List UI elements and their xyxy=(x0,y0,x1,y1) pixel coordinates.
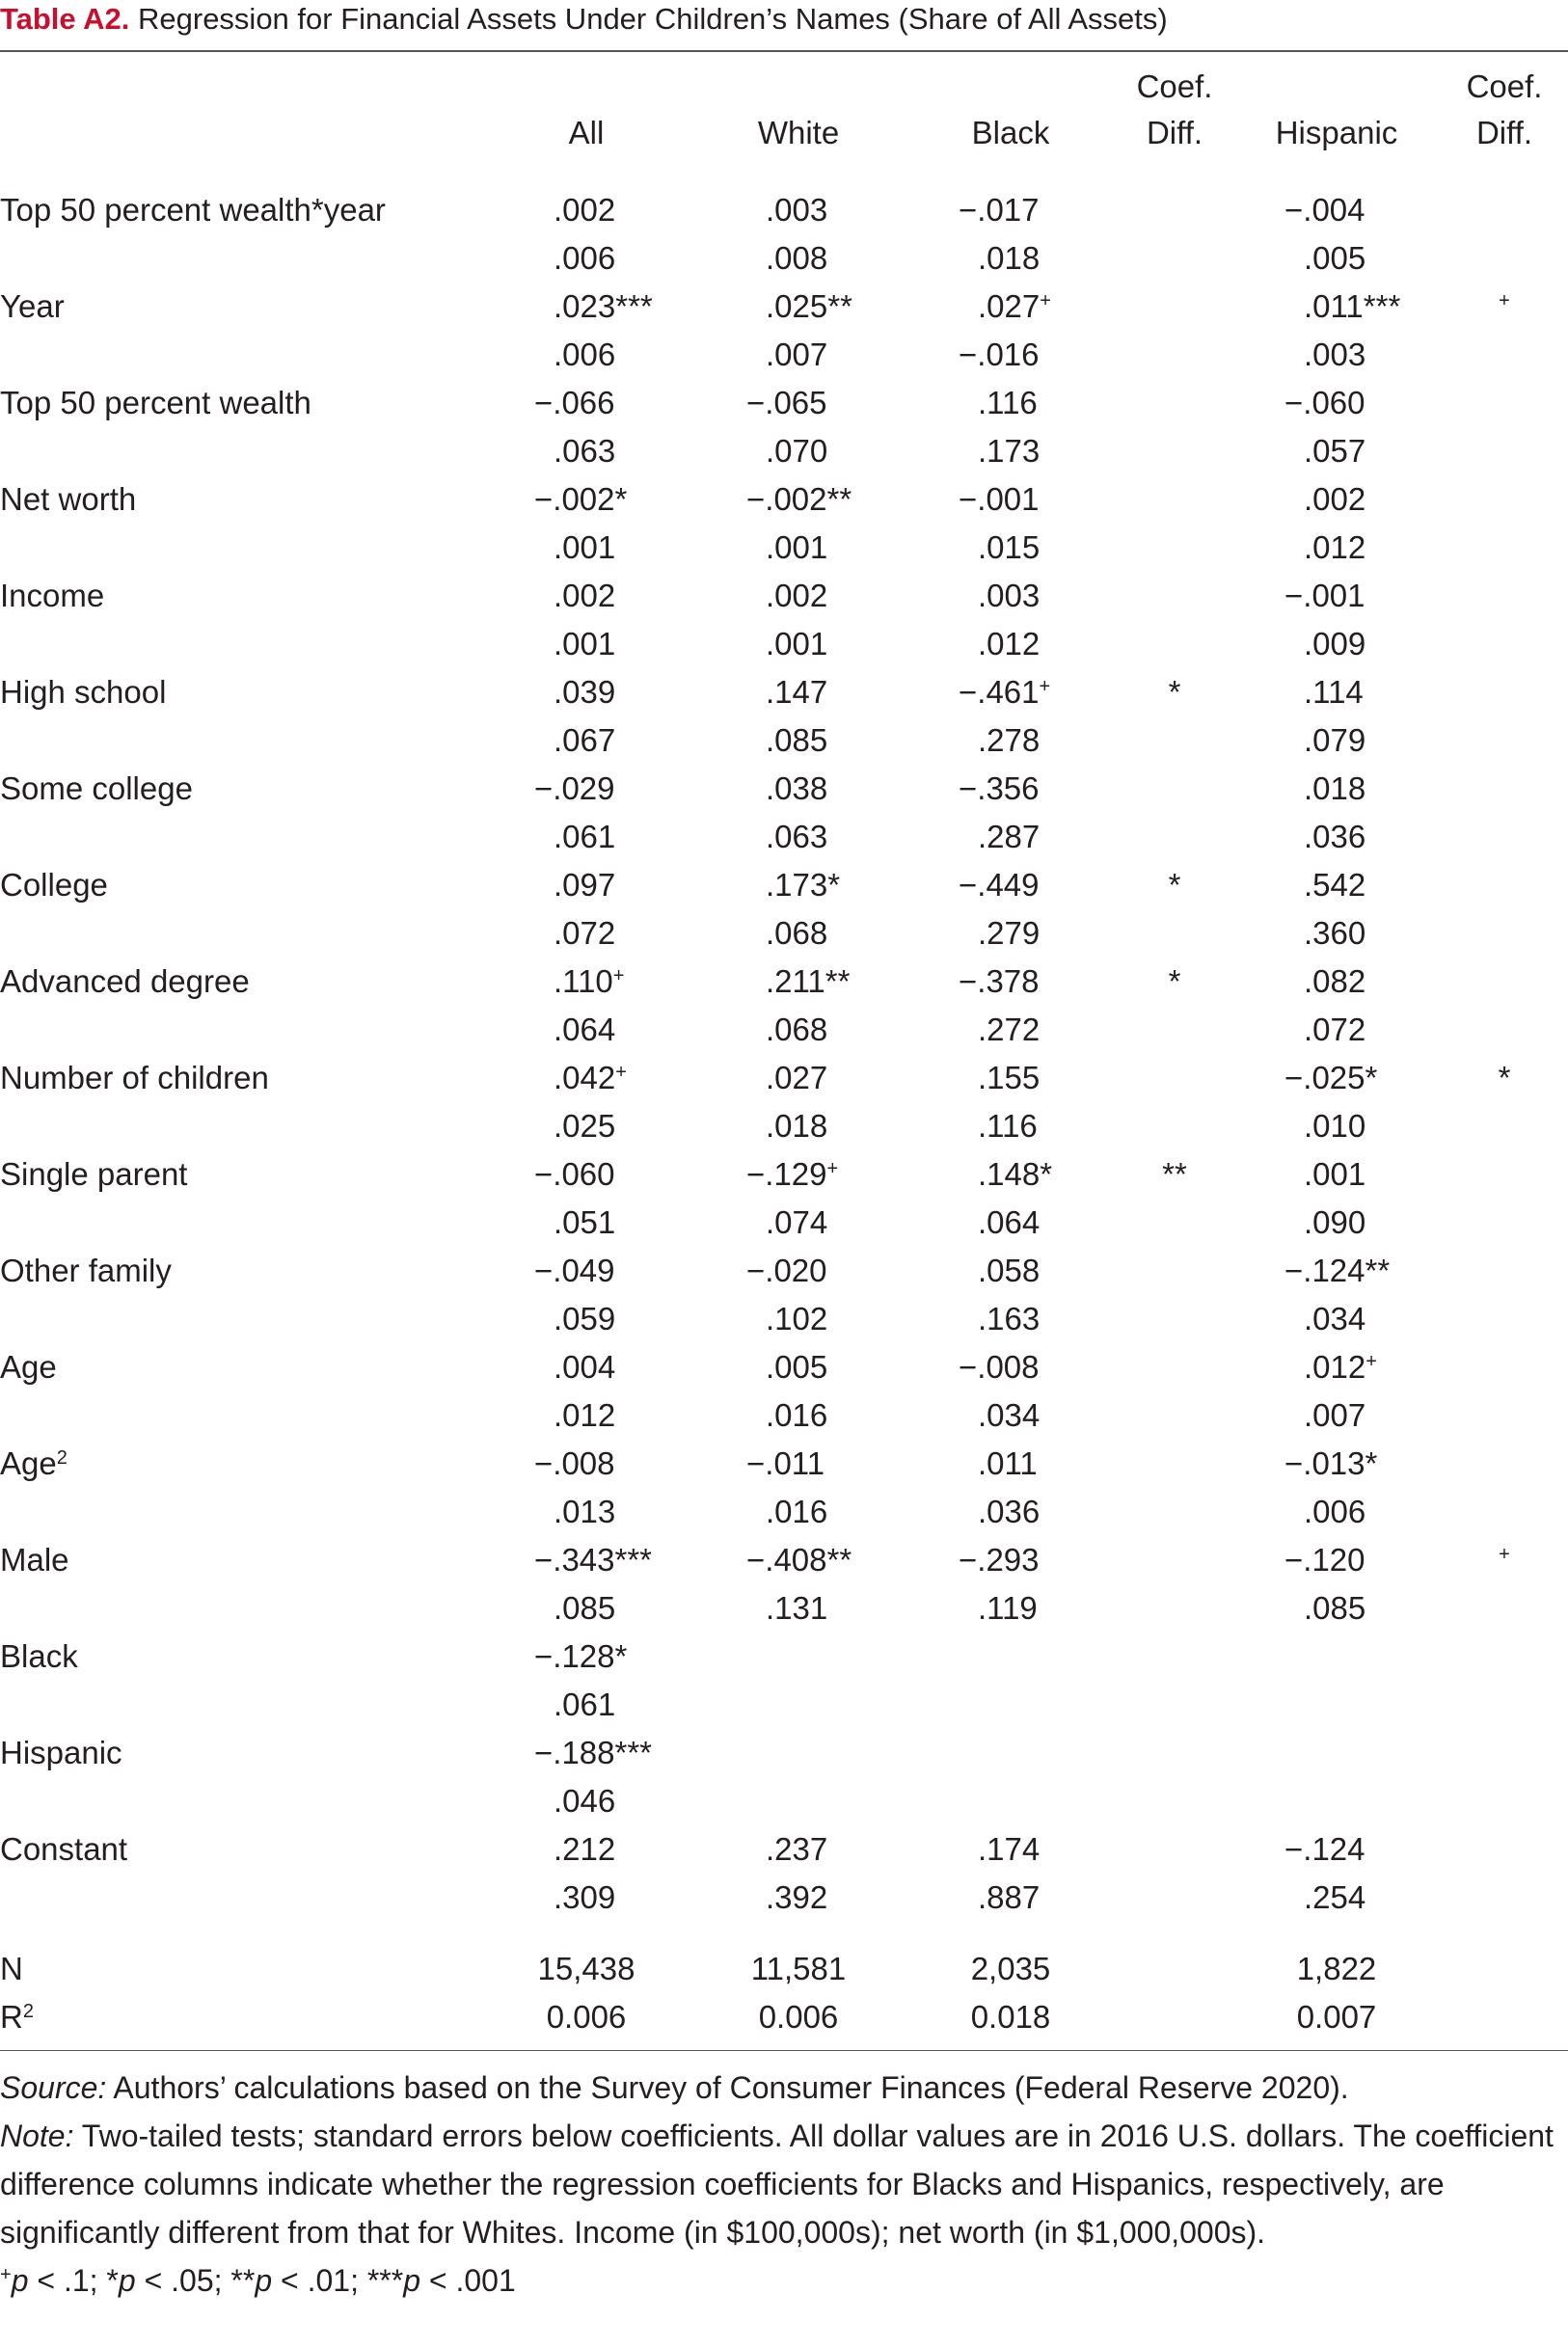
cell-hispanic: .007 xyxy=(1304,1397,1366,1433)
bottom-rule xyxy=(0,2050,1568,2051)
std-error-row xyxy=(0,1874,1568,1922)
cell-black: .174 xyxy=(978,1831,1041,1867)
cell-black: .272 xyxy=(978,1012,1041,1047)
cell-all: .042+ xyxy=(554,1060,627,1095)
cell-diff_h xyxy=(1446,283,1562,331)
cell-all: .039 xyxy=(554,674,616,710)
cell-hispanic: .254 xyxy=(1304,1879,1366,1915)
coefficient-row xyxy=(0,1343,1568,1391)
row-label: Income xyxy=(0,578,105,613)
cell-all: .072 xyxy=(554,915,616,951)
cell-all: −.343*** xyxy=(534,1542,653,1578)
cell-white: .063 xyxy=(766,819,828,854)
cell-white: .131 xyxy=(766,1590,828,1626)
cell-hispanic: .012+ xyxy=(1304,1349,1377,1385)
cell-white: .074 xyxy=(766,1204,828,1240)
cell-all: −.066 xyxy=(534,385,615,420)
cell-hispanic: −.124 xyxy=(1284,1831,1365,1867)
cell-all: .002 xyxy=(554,578,616,613)
cell-black: .116 xyxy=(978,385,1038,420)
cell-hispanic: −.001 xyxy=(1284,578,1365,613)
row-label: Year xyxy=(0,288,65,324)
cell-black: .173 xyxy=(978,433,1041,469)
row-label: Top 50 percent wealth*year xyxy=(0,192,386,228)
plus-marker: + xyxy=(1365,1351,1377,1372)
cell-hispanic: .003 xyxy=(1304,337,1366,372)
cell-all: .013 xyxy=(554,1494,616,1529)
table-title xyxy=(0,0,1168,39)
std-error-row xyxy=(0,1488,1568,1536)
cell-black: −.378 xyxy=(959,963,1040,999)
column-header-diff_h-top: Coef. xyxy=(1466,68,1543,104)
row-label: $R^2$ xyxy=(0,1999,34,2035)
coefficient-row xyxy=(0,572,1568,620)
cell-hispanic: .012 xyxy=(1304,529,1366,565)
cell-black: .163 xyxy=(978,1301,1041,1336)
stat-row xyxy=(0,1945,1568,1993)
cell-black: .003 xyxy=(978,578,1041,613)
row-label: College xyxy=(0,867,108,903)
cell-hispanic: −.013* xyxy=(1284,1445,1378,1481)
cell-white: −.408** xyxy=(746,1542,852,1578)
cell-all: .012 xyxy=(554,1397,616,1433)
cell-black: .036 xyxy=(978,1494,1041,1529)
coefficient-row xyxy=(0,958,1568,1006)
superscript-two: 2 xyxy=(56,1447,68,1469)
row-label: Male xyxy=(0,1542,69,1578)
cell-hispanic: .085 xyxy=(1304,1590,1366,1626)
cell-all: −.029 xyxy=(534,770,615,806)
std-error-row xyxy=(0,1777,1568,1825)
cell-white: .070 xyxy=(766,433,828,469)
cell-black: .887 xyxy=(978,1879,1041,1915)
source-note xyxy=(0,2064,1568,2112)
cell-diff_b: ** xyxy=(1162,1156,1187,1192)
cell-hispanic: .079 xyxy=(1304,722,1366,758)
cell-all: −.002* xyxy=(534,481,628,517)
cell-hispanic: .002 xyxy=(1304,481,1366,517)
cell-all: .061 xyxy=(554,1687,616,1722)
cell-hispanic: .082 xyxy=(1304,963,1366,999)
column-header-black: Black xyxy=(971,115,1050,150)
cell-white: .237 xyxy=(766,1831,828,1867)
std-error-row xyxy=(0,1584,1568,1633)
coefficient-row xyxy=(0,186,1568,234)
column-header-diff_b: Diff. xyxy=(1146,115,1203,150)
cell-black: .148* xyxy=(978,1156,1053,1192)
cell-white: −.011 xyxy=(746,1445,825,1481)
coefficient-row xyxy=(0,861,1568,909)
std-error-row xyxy=(0,1295,1568,1343)
row-label: Age xyxy=(0,1349,57,1385)
row-label: Net worth xyxy=(0,481,137,517)
cell-white: .102 xyxy=(766,1301,828,1336)
cell-black: .155 xyxy=(978,1060,1041,1095)
coefficient-row xyxy=(0,379,1568,427)
cell-black: −.001 xyxy=(959,481,1040,517)
cell-diff_b: * xyxy=(1168,867,1181,903)
cell-hispanic: −.060 xyxy=(1284,385,1365,420)
row-label: Top 50 percent wealth xyxy=(0,385,311,420)
std-error-row xyxy=(0,1199,1568,1247)
cell-white: .016 xyxy=(766,1494,828,1529)
cell-hispanic: .542 xyxy=(1304,867,1366,903)
cell-white: .027 xyxy=(766,1060,828,1095)
std-error-row xyxy=(0,1102,1568,1150)
row-label: Black xyxy=(0,1638,78,1674)
note-label: Note: xyxy=(0,2119,74,2153)
column-header-all: All xyxy=(568,115,605,150)
cell-black: .119 xyxy=(978,1590,1038,1626)
std-error-row xyxy=(0,1391,1568,1440)
cell-black: −.017 xyxy=(959,192,1040,228)
cell-all: −.188*** xyxy=(534,1735,653,1770)
source-label: Source: xyxy=(0,2070,107,2105)
cell-diff_h xyxy=(1446,1536,1562,1584)
cell-hispanic: −.124** xyxy=(1284,1253,1391,1288)
cell-diff_b: * xyxy=(1168,674,1181,710)
cell-all: −.008 xyxy=(534,1445,615,1481)
cell-black: −.449 xyxy=(959,867,1040,903)
coefficient-row xyxy=(0,765,1568,813)
coefficient-row xyxy=(0,1633,1568,1681)
row-label: Hispanic xyxy=(0,1735,122,1770)
cell-all: −.049 xyxy=(534,1253,615,1288)
coefficient-row xyxy=(0,1536,1568,1584)
plus-marker: + xyxy=(615,1062,627,1083)
cell-white: .018 xyxy=(766,1108,828,1144)
plus-marker: + xyxy=(612,965,625,986)
stat-row xyxy=(0,1993,1568,2041)
cell-white: −.129+ xyxy=(746,1156,839,1192)
table-title-text: Regression for Financial Assets Under Children’s Names (Share of All Assets) xyxy=(138,2,1168,36)
std-error-row xyxy=(0,524,1568,572)
cell-all: .061 xyxy=(554,819,616,854)
cell-all: .110+ xyxy=(554,963,625,999)
cell-hispanic: .090 xyxy=(1304,1204,1366,1240)
cell-all: .046 xyxy=(554,1783,616,1819)
std-error-row xyxy=(0,1681,1568,1729)
cell-all: .004 xyxy=(554,1349,616,1385)
cell-all: .309 xyxy=(554,1879,616,1915)
row-label: Advanced degree xyxy=(0,963,250,999)
cell-hispanic: −.004 xyxy=(1284,192,1365,228)
cell-hispanic: .034 xyxy=(1304,1301,1366,1336)
cell-black: .011 xyxy=(978,1445,1038,1481)
cell-white: .025** xyxy=(766,288,852,324)
cell-white: .001 xyxy=(766,626,828,661)
cell-white: .016 xyxy=(766,1397,828,1433)
cell-hispanic: .036 xyxy=(1304,819,1366,854)
cell-all: .051 xyxy=(554,1204,616,1240)
cell-all: .006 xyxy=(554,337,616,372)
cell-all: .002 xyxy=(554,192,616,228)
cell-all: .023*** xyxy=(554,288,653,324)
cell-white: 0.006 xyxy=(758,1999,839,2035)
cell-all: .001 xyxy=(554,626,616,661)
cell-white: −.002** xyxy=(746,481,852,517)
cell-hispanic: .072 xyxy=(1304,1012,1366,1047)
row-label: N xyxy=(0,1951,23,1986)
cell-black: .116 xyxy=(978,1108,1038,1144)
cell-black: .058 xyxy=(978,1253,1041,1288)
cell-all: .063 xyxy=(554,433,616,469)
plus-marker: + xyxy=(1499,290,1510,311)
cell-all: .085 xyxy=(554,1590,616,1626)
cell-white: −.020 xyxy=(746,1253,827,1288)
std-error-row xyxy=(0,813,1568,861)
cell-black: .064 xyxy=(978,1204,1041,1240)
column-header-diff_h: Diff. xyxy=(1475,115,1533,150)
cell-black: .012 xyxy=(978,626,1041,661)
cell-all: 15,438 xyxy=(537,1951,635,1986)
cell-black: −.356 xyxy=(959,770,1040,806)
note-body: Two-tailed tests; standard errors below coefficients. All dollar values are in 2016 U.S. dollars. The coefficient difference columns indicate whether the regression coefficients for Blacks and Hispanics, respectively, are significantly different from that for Whites. Income (in $100,000s); net worth (in $1,000,000s). xyxy=(0,2119,1554,2250)
row-label: Number of children xyxy=(0,1060,269,1095)
cell-white: .001 xyxy=(766,529,828,565)
cell-hispanic: 0.007 xyxy=(1296,1999,1377,2035)
std-error-row xyxy=(0,1006,1568,1054)
cell-black: .018 xyxy=(978,240,1041,276)
cell-all: .001 xyxy=(554,529,616,565)
row-label: Some college xyxy=(0,770,193,806)
top-rule xyxy=(0,50,1568,52)
cell-white: .392 xyxy=(766,1879,828,1915)
coefficient-row xyxy=(0,1440,1568,1488)
plus-marker: + xyxy=(1040,290,1051,311)
cell-hispanic: 1,822 xyxy=(1296,1951,1377,1986)
coefficient-row xyxy=(0,475,1568,524)
cell-white: −.065 xyxy=(746,385,827,420)
cell-white: .003 xyxy=(766,192,828,228)
cell-white: .085 xyxy=(766,722,828,758)
std-error-row xyxy=(0,620,1568,668)
row-label: Single parent xyxy=(0,1156,188,1192)
cell-diff_h: * xyxy=(1498,1060,1511,1095)
cell-black: .027+ xyxy=(978,288,1051,324)
cell-white: .005 xyxy=(766,1349,828,1385)
cell-hispanic: −.120 xyxy=(1284,1542,1365,1578)
note-text xyxy=(0,2112,1568,2256)
plus-marker: + xyxy=(826,1158,839,1179)
table-notes xyxy=(0,2064,1568,2305)
cell-black: .279 xyxy=(978,915,1041,951)
cell-hispanic: .009 xyxy=(1304,626,1366,661)
std-error-row xyxy=(0,331,1568,379)
cell-all: .064 xyxy=(554,1012,616,1047)
cell-diff_b: * xyxy=(1168,963,1181,999)
cell-black: 2,035 xyxy=(970,1951,1051,1986)
coefficient-row xyxy=(0,283,1568,331)
row-label: High school xyxy=(0,674,167,710)
source-text: Authors’ calculations based on the Survey of Consumer Finances (Federal Reserve 2020). xyxy=(106,2070,1349,2105)
cell-white: .173* xyxy=(766,867,841,903)
cell-black: −.008 xyxy=(959,1349,1040,1385)
column-header-hispanic: Hispanic xyxy=(1275,115,1398,150)
cell-white: .008 xyxy=(766,240,828,276)
cell-hispanic: .010 xyxy=(1304,1108,1366,1144)
cell-hispanic: .011*** xyxy=(1304,288,1401,324)
cell-all: .067 xyxy=(554,722,616,758)
table-number: Table A2. xyxy=(0,2,130,36)
cell-hispanic: −.025* xyxy=(1284,1060,1378,1095)
cell-black: 0.018 xyxy=(970,1999,1051,2035)
cell-black: −.461+ xyxy=(959,674,1051,710)
cell-all: −.128* xyxy=(534,1638,628,1674)
cell-black: .287 xyxy=(978,819,1041,854)
coefficient-row xyxy=(0,1729,1568,1777)
cell-white: .211** xyxy=(766,963,851,999)
coefficient-row xyxy=(0,1247,1568,1295)
cell-white: .002 xyxy=(766,578,828,613)
std-error-row xyxy=(0,234,1568,283)
plus-marker: + xyxy=(1039,676,1051,697)
cell-white: .007 xyxy=(766,337,828,372)
coefficient-row xyxy=(0,1150,1568,1199)
cell-black: −.293 xyxy=(959,1542,1040,1578)
cell-white: .147 xyxy=(766,674,828,710)
cell-all: .212 xyxy=(554,1831,616,1867)
std-error-row xyxy=(0,909,1568,958)
row-label: Constant xyxy=(0,1831,128,1867)
cell-white: 11,581 xyxy=(750,1951,847,1986)
superscript-two: 2 xyxy=(22,2001,34,2022)
cell-all: 0.006 xyxy=(546,1999,627,2035)
cell-hispanic: .114 xyxy=(1304,674,1364,710)
row-label: Age$^2$ xyxy=(0,1445,68,1481)
std-error-row xyxy=(0,716,1568,765)
cell-hispanic: .057 xyxy=(1304,433,1366,469)
std-error-row xyxy=(0,427,1568,475)
cell-hispanic: .006 xyxy=(1304,1494,1366,1529)
cell-black: .278 xyxy=(978,722,1041,758)
cell-hispanic: .001 xyxy=(1304,1156,1366,1192)
cell-all: .097 xyxy=(554,867,616,903)
cell-black: .034 xyxy=(978,1397,1041,1433)
significance-legend: +p < .1; *p < .05; **p < .01; ***p < .001 xyxy=(0,2263,516,2298)
column-header-diff_b-top: Coef. xyxy=(1136,68,1213,104)
cell-hispanic: .005 xyxy=(1304,240,1366,276)
row-label: Other family xyxy=(0,1253,172,1288)
cell-all: .025 xyxy=(554,1108,616,1144)
coefficient-row xyxy=(0,1825,1568,1874)
cell-white: .068 xyxy=(766,915,828,951)
cell-white: .038 xyxy=(766,770,828,806)
coefficient-row xyxy=(0,1054,1568,1102)
cell-all: −.060 xyxy=(534,1156,615,1192)
coefficient-row xyxy=(0,668,1568,716)
cell-black: −.016 xyxy=(959,337,1040,372)
cell-hispanic: .360 xyxy=(1304,915,1366,951)
column-header-white: White xyxy=(757,115,840,150)
cell-all: .059 xyxy=(554,1301,616,1336)
cell-black: .015 xyxy=(978,529,1041,565)
cell-hispanic: .018 xyxy=(1304,770,1366,806)
cell-all: .006 xyxy=(554,240,616,276)
cell-white: .068 xyxy=(766,1012,828,1047)
plus-marker: + xyxy=(1499,1544,1510,1565)
